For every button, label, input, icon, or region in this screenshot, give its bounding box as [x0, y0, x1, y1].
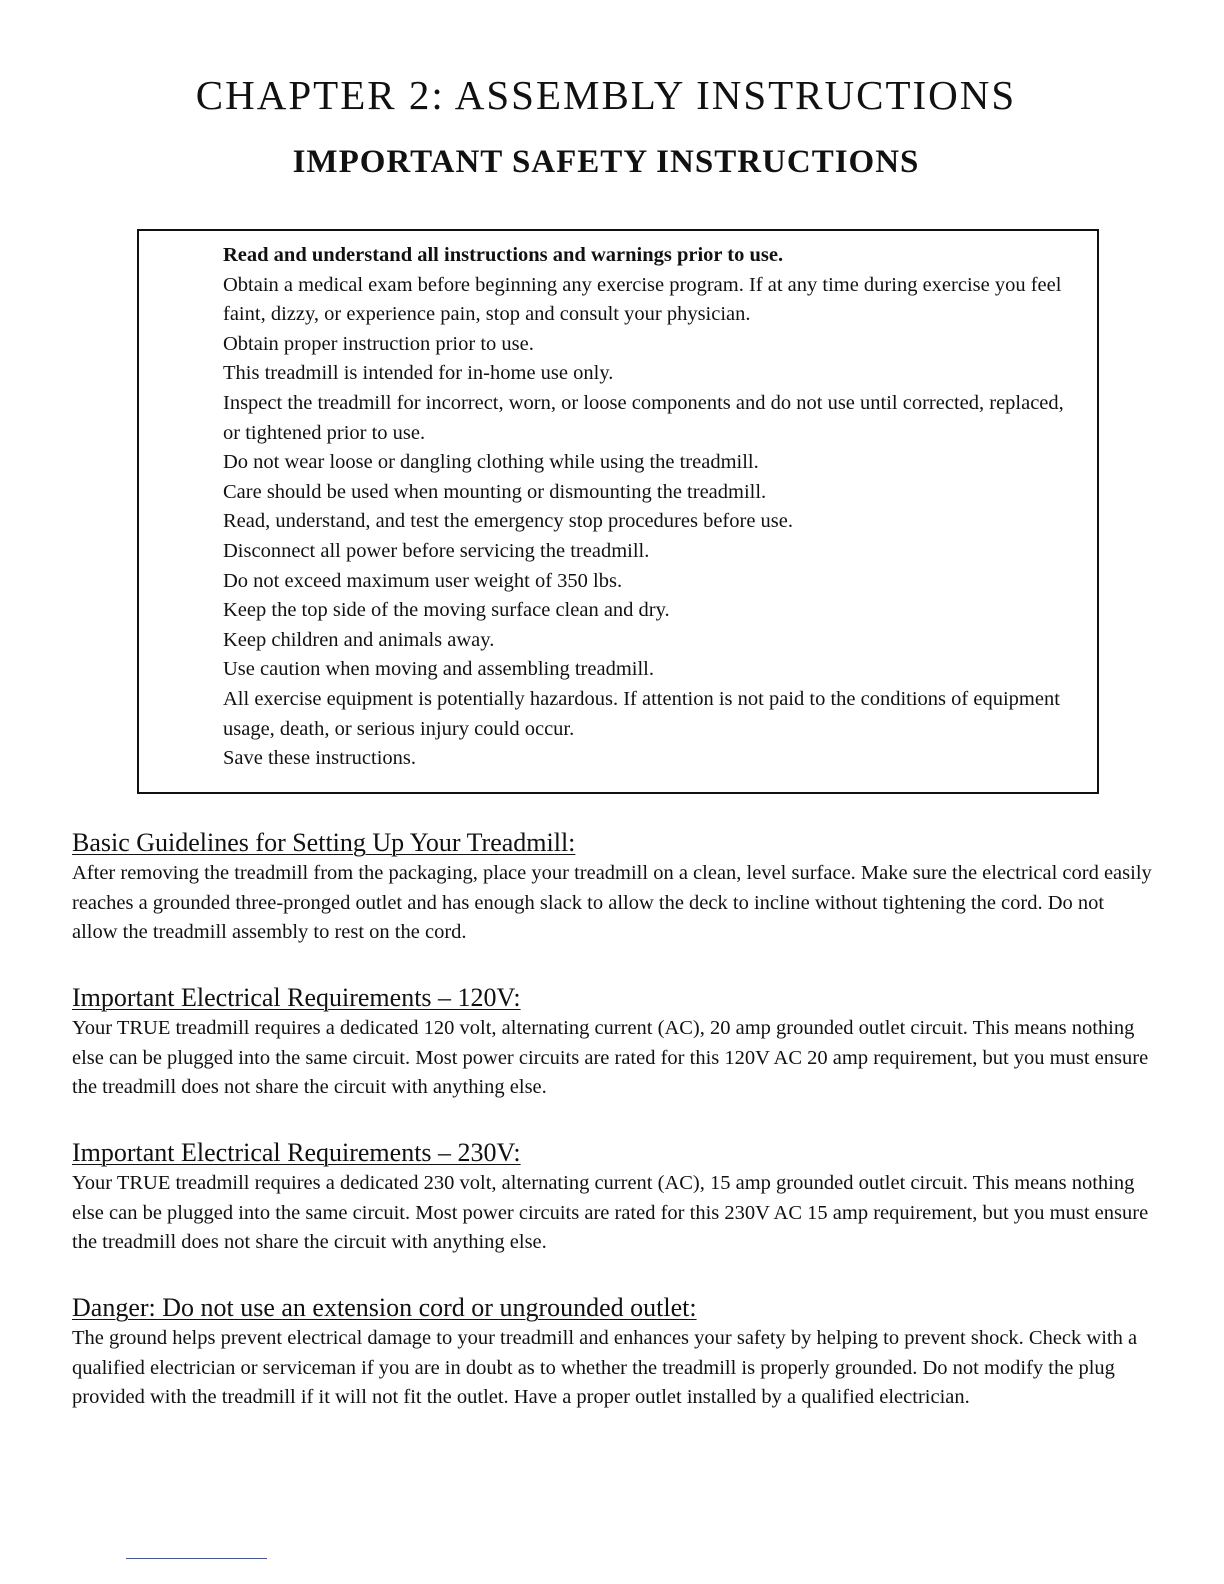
- safety-item: Keep the top side of the moving surface clean and dry.: [223, 599, 670, 622]
- safety-item: Obtain a medical exam before beginning any exercise program. If at any time during exercise you feel faint, dizzy, or experience pain, stop and consult your physician.: [223, 273, 1062, 326]
- chapter-title: CHAPTER 2: ASSEMBLY INSTRUCTIONS: [195, 72, 1017, 118]
- safety-instructions-title: IMPORTANT SAFETY INSTRUCTIONS: [292, 144, 920, 180]
- section-heading: Basic Guidelines for Setting Up Your Treadmill:: [72, 828, 576, 857]
- section-basic-guidelines: [72, 827, 1152, 948]
- section-body: After removing the treadmill from the packaging, place your treadmill on a clean, level surface. Make sure the electrical cord easily reaches a grounded three-pronged outlet and has enough slack to allow the deck to incline without tightening the cord. Do not allow the treadmill assembly to rest on the cord.: [72, 862, 1152, 944]
- safety-item: Do not wear loose or dangling clothing while using the treadmill.: [223, 451, 759, 474]
- safety-lead-warning: Read and understand all instructions and warnings prior to use.: [223, 244, 784, 266]
- section-body: Your TRUE treadmill requires a dedicated 120 volt, alternating current (AC), 20 amp grounded outlet circuit. This means nothing else can be plugged into the same circuit. Most power circuits are rated for this 120V AC 20 amp requirement, but you must ensure the treadmill does not share the circuit with anything else.: [72, 1017, 1149, 1099]
- footnote-divider: [126, 1558, 267, 1559]
- safety-item: All exercise equipment is potentially hazardous. If attention is not paid to the conditions of equipment usage, death, or serious injury could occur.: [223, 687, 1060, 740]
- safety-item: Disconnect all power before servicing the treadmill.: [223, 539, 650, 562]
- safety-instructions-list: [223, 241, 1083, 774]
- section-heading: Important Electrical Requirements – 120V:: [72, 983, 521, 1012]
- safety-item: Read, understand, and test the emergency stop procedures before use.: [223, 510, 794, 533]
- safety-instructions-box: [137, 229, 1099, 794]
- section-heading: Danger: Do not use an extension cord or ungrounded outlet:: [72, 1293, 697, 1322]
- safety-item: Do not exceed maximum user weight of 350 lbs.: [223, 569, 623, 592]
- safety-item: This treadmill is intended for in-home use only.: [223, 362, 614, 385]
- section-danger-extension-cord: [72, 1292, 1152, 1413]
- section-heading: Important Electrical Requirements – 230V:: [72, 1138, 521, 1167]
- safety-item: Keep children and animals away.: [223, 628, 495, 651]
- section-body: Your TRUE treadmill requires a dedicated 230 volt, alternating current (AC), 15 amp grounded outlet circuit. This means nothing else can be plugged into the same circuit. Most power circuits are rated for this 230V AC 15 amp requirement, but you must ensure the treadmill does not share the circuit with anything else.: [72, 1172, 1149, 1254]
- safety-item: Use caution when moving and assembling treadmill.: [223, 658, 654, 681]
- section-electrical-230v: [72, 1137, 1152, 1258]
- section-body: The ground helps prevent electrical damage to your treadmill and enhances your safety by helping to prevent shock. Check with a qualified electrician or serviceman if you are in doubt as to whether the treadmill is properly grounded. Do not modify the plug provided with the treadmill if it will not fit the outlet. Have a proper outlet installed by a qualified electrician.: [72, 1327, 1138, 1409]
- safety-item: Care should be used when mounting or dismounting the treadmill.: [223, 480, 767, 503]
- safety-item: Save these instructions.: [223, 747, 417, 770]
- section-electrical-120v: [72, 982, 1152, 1103]
- safety-item: Obtain proper instruction prior to use.: [223, 332, 534, 355]
- safety-item: Inspect the treadmill for incorrect, worn, or loose components and do not use until corrected, replaced, or tightened prior to use.: [223, 391, 1064, 444]
